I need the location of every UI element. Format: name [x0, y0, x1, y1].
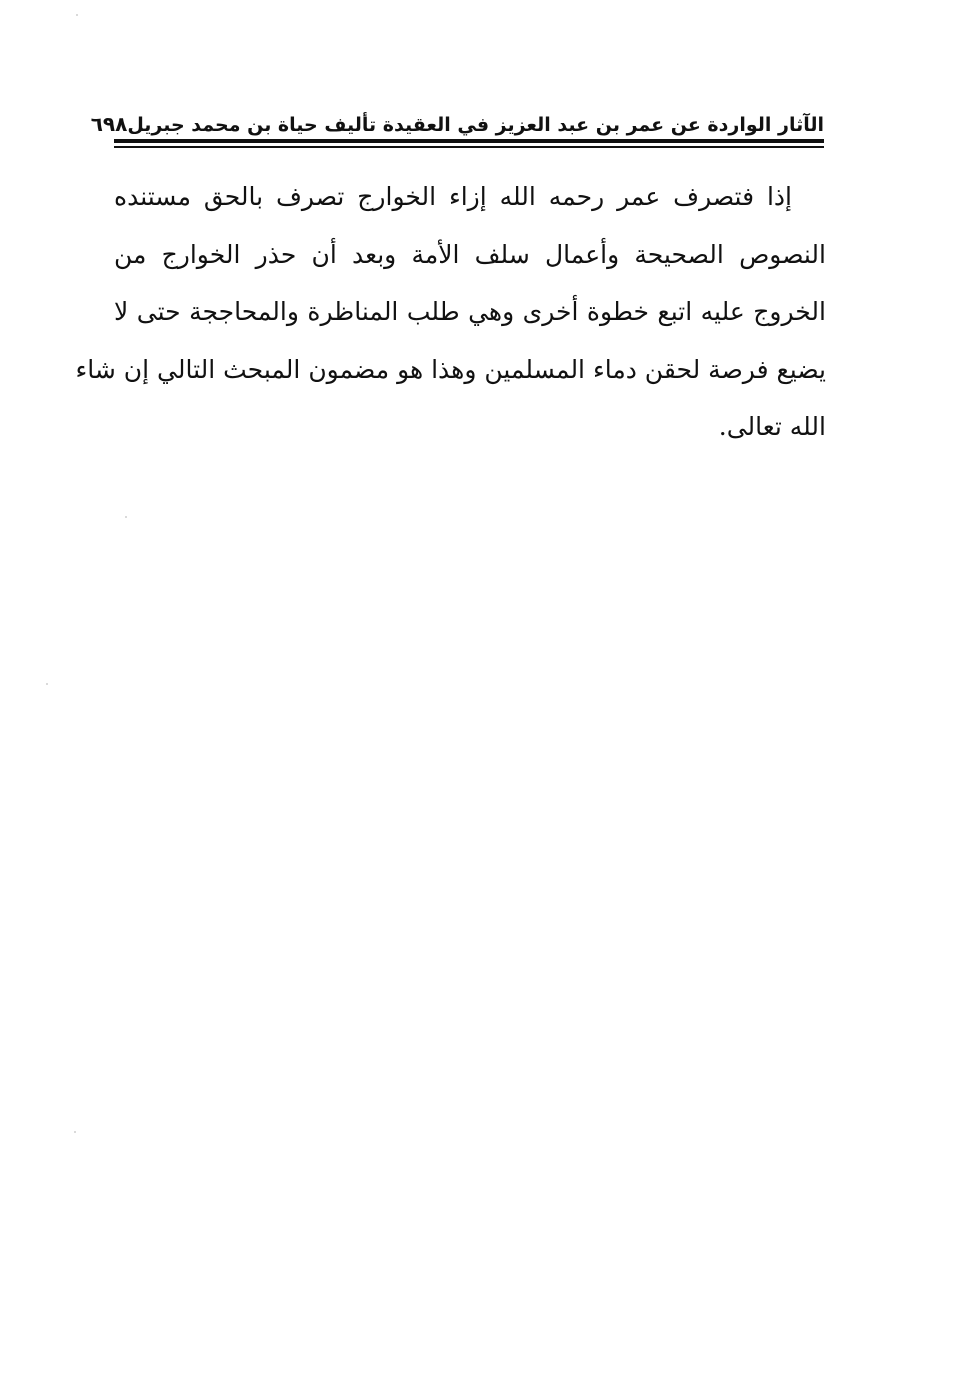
page-number: ٦٩٨: [90, 112, 128, 136]
paragraph-line: الخروج عليه اتبع خطوة أخرى وهي طلب المناظرة والمحاججة حتى لا: [114, 297, 826, 326]
running-header: [90, 100, 824, 136]
paragraph-line: يضيع فرصة لحقن دماء المسلمين وهذا هو مضمون المبحث التالي إن شاء: [75, 354, 826, 384]
scan-speck: [74, 1131, 76, 1133]
header-rule-thin: [114, 146, 824, 148]
header-rule-thick: [114, 139, 824, 143]
paragraph-line: إذا فتصرف عمر رحمه الله إزاء الخوارج تصرف بالحق مستنده: [114, 182, 792, 211]
paragraph-line: النصوص الصحيحة وأعمال سلف الأمة وبعد أن حذر الخوارج من: [114, 239, 826, 269]
paragraph-line: الله تعالى.: [718, 412, 826, 441]
body-paragraph: [75, 168, 826, 456]
scan-speck: [125, 516, 127, 518]
scan-speck: [76, 14, 78, 16]
header-title: الآثار الواردة عن عمر بن عبد العزيز في العقيدة تأليف حياة بن محمد جبريل: [127, 114, 824, 136]
scan-speck: [46, 683, 48, 685]
